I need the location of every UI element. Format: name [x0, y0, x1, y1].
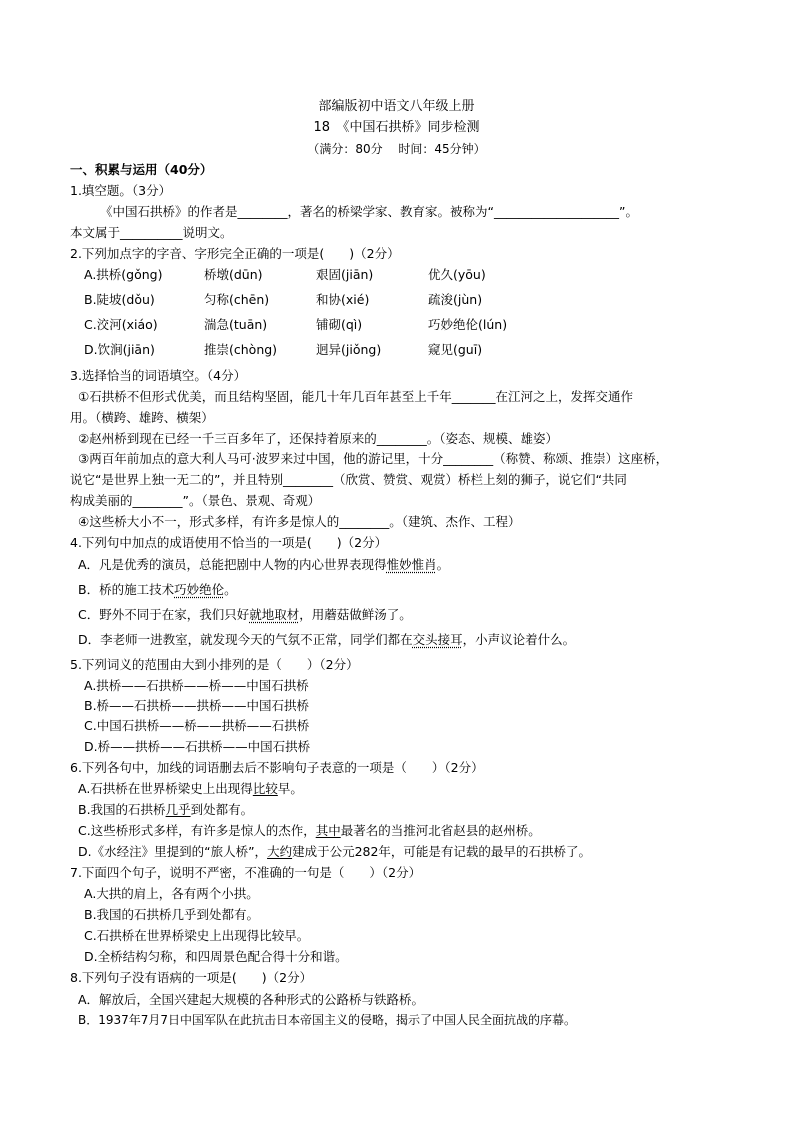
q6-option-b	[78, 802, 253, 817]
q4-a-end: 。	[436, 557, 450, 572]
q6-option-a	[78, 781, 303, 796]
q2-option-a-4: 优久(yōu)	[428, 267, 486, 282]
q5-option-c: C.中国石拱桥——桥——拱桥——石拱桥	[84, 718, 310, 733]
q2-option-d-3: 迥异(jiǒng)	[316, 342, 382, 357]
q4-d-idiom: 交头接耳	[412, 632, 463, 647]
q4-c-text: C．野外不同于在家，我们只好	[78, 607, 250, 622]
q4-d-text: D．李老师一进教室，就发现今天的气氛不正常，同学们都在	[78, 632, 413, 647]
q4-option-c	[78, 607, 412, 622]
q7-option-a: A.大拱的肩上，各有两个小拱。	[84, 886, 259, 901]
q5-option-b: B.桥——石拱桥——拱桥——中国石拱桥	[84, 698, 310, 713]
section-heading: 一、积累与运用（40分）	[70, 162, 213, 177]
q5-option-d: D.桥——拱桥——石拱桥——中国石拱桥	[84, 739, 311, 754]
q5-option-a: A.拱桥——石拱桥——桥——中国石拱桥	[84, 678, 309, 693]
q2-option-a-3: 艰固(jiān)	[316, 267, 374, 282]
q3-line3: ②赵州桥到现在已经一千三百多年了，还保持着原来的________。（姿态、规模、雄姿）	[78, 431, 558, 446]
q2-option-b-1: B.陡坡(dǒu)	[84, 292, 155, 307]
q1-stem: 1.填空题。（3分）	[70, 183, 172, 198]
q4-c-end: ，用蘑菇做鲜汤了。	[299, 607, 412, 622]
q6-a-marked: 比较	[252, 781, 278, 796]
q6-option-c	[78, 823, 541, 838]
q5-stem: 5.下列词义的范围由大到小排列的是（ ）（2分）	[70, 657, 359, 672]
q7-option-d: D.全桥结构匀称，和四周景色配合得十分和谐。	[84, 949, 348, 964]
q4-c-idiom: 就地取材	[249, 607, 300, 622]
q6-a-text: A.石拱桥在世界桥梁史上出现得	[78, 781, 253, 796]
q8-option-b: B．1937年7月7日中国军队在此抗击日本帝国主义的侵略，揭示了中国人民全面抗战的序幕。	[78, 1013, 577, 1027]
q6-c-text: C.这些桥形式多样，有许多是惊人的杰作，	[78, 823, 316, 838]
q3-line2: 用。（横跨、雄跨、横架）	[70, 410, 214, 425]
q3-line6: 构成美丽的________”。（景色、景观、奇观）	[70, 493, 321, 508]
q8-option-a: A．解放后，全国兴建起大规模的各种形式的公路桥与铁路桥。	[78, 992, 425, 1007]
q2-option-c-1: C.洨河(xiáo)	[84, 317, 158, 332]
q2-option-a-1: A.拱桥(gǒng)	[84, 267, 163, 282]
q2-option-d-4: 窥见(guī)	[428, 342, 483, 357]
q4-stem: 4.下列句中加点的成语使用不恰当的一项是( )（2分）	[70, 535, 388, 550]
q6-d-text: D.《水经注》里提到的“旅人桥”，	[78, 844, 268, 859]
q6-c-end: 最著名的当推河北省赵县的赵州桥。	[340, 823, 541, 838]
q2-option-c-3: 铺砌(qì)	[316, 317, 363, 332]
q1-line1: 《中国石拱桥》的作者是________，著名的桥梁学家、教育家。被称为“____________________”。	[100, 204, 638, 219]
q2-option-d-2: 推崇(chòng)	[204, 342, 278, 357]
doc-subtitle: 18 《中国石拱桥》同步检测	[313, 120, 480, 135]
q6-stem: 6.下列各句中，加线的词语删去后不影响句子表意的一项是（ ）（2分）	[70, 760, 484, 775]
q4-a-idiom: 惟妙惟肖	[386, 557, 437, 572]
q2-option-b-4: 疏浚(jùn)	[428, 292, 483, 307]
q6-option-d	[78, 844, 591, 859]
q6-b-text: B.我国的石拱桥	[78, 802, 166, 817]
q4-option-d	[78, 632, 575, 647]
q2-stem: 2.下列加点字的字音、字形完全正确的一项是( )（2分）	[70, 246, 400, 261]
q7-option-c: C.石拱桥在世界桥梁史上出现得比较早。	[84, 928, 310, 943]
q6-d-marked: 大约	[267, 844, 293, 859]
q2-option-c-2: 湍急(tuān)	[204, 317, 268, 332]
q6-b-end: 到处都有。	[190, 802, 254, 817]
q4-d-end: ，小声议论着什么。	[462, 632, 576, 647]
q6-c-marked: 其中	[315, 823, 341, 838]
q4-a-text: A．凡是优秀的演员，总能把剧中人物的内心世界表现得	[78, 557, 387, 572]
q7-stem: 7.下面四个句子，说明不严密，不准确的一句是（ ）（2分）	[70, 865, 422, 880]
q4-b-idiom: 巧妙绝伦	[174, 582, 225, 597]
q3-line7: ④这些桥大小不一，形式多样，有许多是惊人的________。（建筑、杰作、工程）	[78, 514, 521, 529]
q2-option-b-2: 匀称(chēn)	[204, 292, 270, 307]
doc-meta: （满分：80分 时间：45分钟）	[307, 142, 486, 156]
q3-line1: ①石拱桥不但形式优美，而且结构坚固，能几十年几百年甚至上千年_______在江河之上，发挥交通作	[78, 389, 633, 404]
q6-d-end: 建成于公元282年，可能是有记载的最早的石拱桥了。	[292, 844, 591, 859]
q4-option-b	[78, 582, 237, 597]
q3-line4: ③两百年前加点的意大利人马可·波罗来过中国，他的游记里，十分________（称赞、称颂、推崇）这座桥，	[78, 451, 669, 466]
q4-b-end: 。	[224, 582, 237, 597]
q2-option-d-1: D.饮涧(jiān)	[84, 342, 155, 357]
q2-option-b-3: 和协(xié)	[316, 292, 370, 307]
q3-line5: 说它“是世界上独一无二的”，并且特别________（欣赏、赞赏、观赏）桥栏上刻的狮子，说它们“共同	[70, 472, 627, 487]
q6-a-end: 早。	[277, 781, 303, 796]
q6-b-marked: 几乎	[165, 802, 191, 817]
q1-line2: 本文属于__________说明文。	[70, 225, 233, 240]
q3-stem: 3.选择恰当的词语填空。（4分）	[70, 368, 247, 383]
q4-option-a	[78, 557, 449, 572]
q8-stem: 8.下列句子没有语病的一项是( )（2分）	[70, 970, 313, 985]
q2-option-a-2: 桥墩(dūn)	[204, 267, 263, 282]
q2-option-c-4: 巧妙绝伦(lún)	[428, 317, 508, 332]
q7-option-b: B.我国的石拱桥几乎到处都有。	[84, 907, 260, 922]
doc-title: 部编版初中语文八年级上册	[318, 99, 475, 114]
q4-b-text: B．桥的施工技术	[78, 582, 175, 597]
